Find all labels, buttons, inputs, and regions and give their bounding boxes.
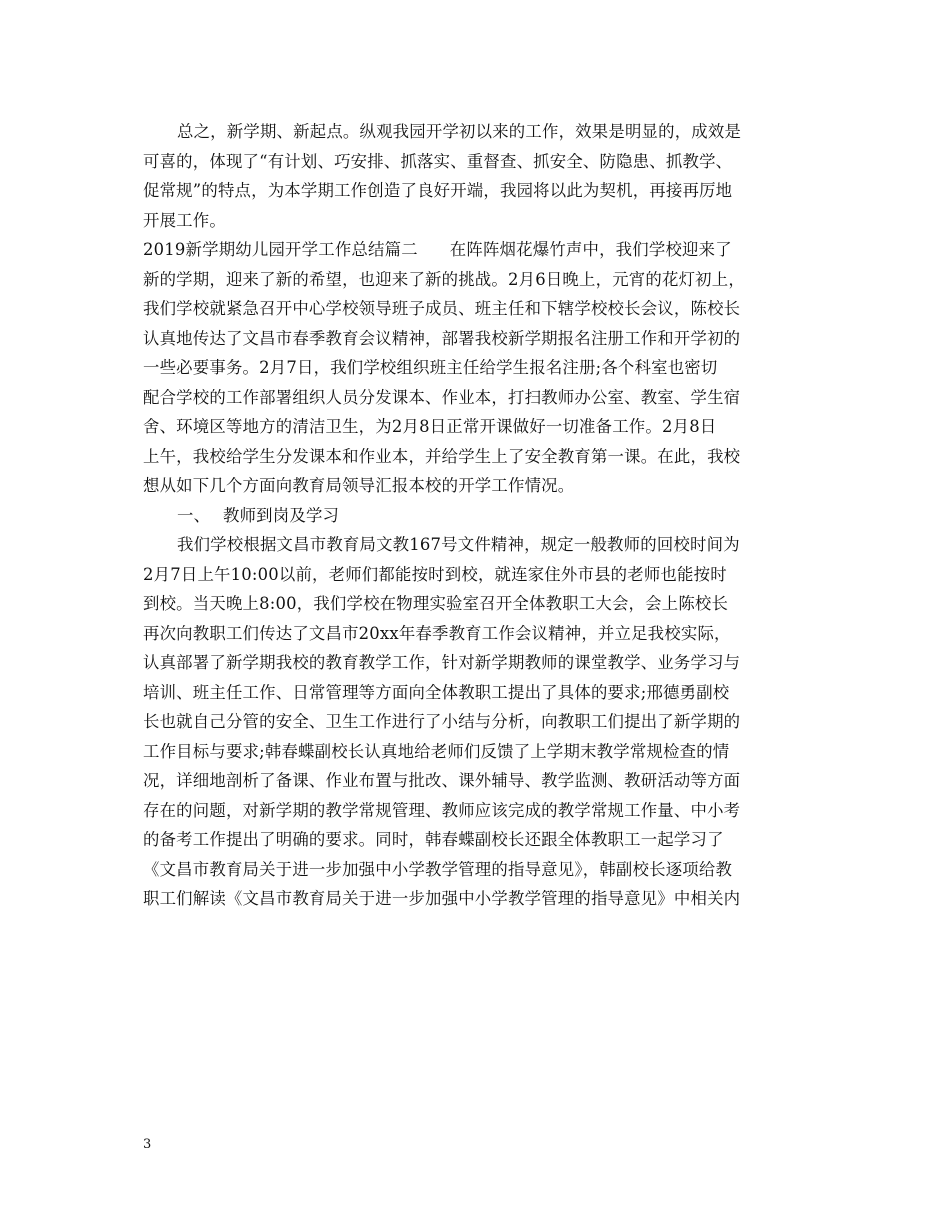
- paragraph-line: 职工们解读《文昌市教育局关于进一步加强中小学教学管理的指导意见》中相关内: [143, 889, 741, 908]
- paragraph-line: 新的学期，迎来了新的希望，也迎来了新的挑战。2月6日晚上，元宵的花灯初上，: [143, 269, 745, 289]
- paragraph-line: 2月7日上午10:00以前，老师们都能按时到校，就连家住外市县的老师也能按时: [143, 564, 727, 584]
- paragraph-line: 舍、环境区等地方的清洁卫生，为2月8日正常开课做好一切准备工作。2月8日: [143, 417, 717, 436]
- paragraph-line: 认真部署了新学期我校的教育教学工作，针对新学期教师的课堂教学、业务学习与: [143, 653, 741, 672]
- paragraph-line: 培训、班主任工作、日常管理等方面向全体教职工提出了具体的要求;邢德勇副校: [143, 682, 730, 702]
- paragraph-line: 一些必要事务。2月7日，我们学校组织班主任给学生报名注册;各个科室也密切: [143, 358, 718, 377]
- list-heading-line: [143, 501, 810, 531]
- paragraph-text: 在阵阵烟花爆竹声中，我们学校迎来了: [449, 240, 732, 259]
- list-number: 一、: [177, 505, 211, 525]
- paragraph-line: 存在的问题，对新学期的教学常规管理、教师应该完成的教学常规工作量、中小考: [143, 800, 741, 820]
- page-number: 3: [143, 1137, 152, 1152]
- paragraph-line: 《文昌市教育局关于进一步加强中小学教学管理的指导意见》，韩副校长逐项给教: [143, 859, 733, 879]
- paragraph-line: 想从如下几个方面向教育局领导汇报本校的开学工作情况。: [143, 476, 575, 495]
- paragraph-line: 可喜的，体现了“有计划、巧安排、抓落实、重督查、抓安全、防隐患、抓教学、: [143, 151, 733, 171]
- paragraph-line: 上午，我校给学生分发课本和作业本，并给学生上了安全教育第一课。在此，我校: [143, 446, 741, 466]
- paragraph-line: 长也就自己分管的安全、卫生工作进行了小结与分析，向教职工们提出了新学期的: [143, 712, 741, 731]
- paragraph-line: 开展工作。: [143, 210, 226, 230]
- paragraph-line: 我们学校就紧急召开中心学校领导班子成员、班主任和下辖学校校长会议，陈校长: [143, 299, 741, 318]
- section-title: 2019新学期幼儿园开学工作总结篇二: [143, 240, 418, 259]
- document-body: [143, 117, 810, 914]
- paragraph-line: 再次向教职工们传达了文昌市20xx年春季教育工作会议精神，并立足我校实际，: [143, 623, 731, 643]
- paragraph-line: 的备考工作提出了明确的要求。同时，韩春蝶副校长还跟全体教职工一起学习了: [143, 830, 724, 849]
- paragraph-line: 况，详细地剖析了备课、作业布置与批改、课外辅导、教学监测、教研活动等方面: [143, 771, 741, 790]
- paragraph-line: 促常规”的特点，为本学期工作创造了良好开端，我园将以此为契机，再接再厉地: [143, 181, 733, 200]
- paragraph-line: 认真地传达了文昌市春季教育会议精神，部署我校新学期报名注册工作和开学初的: [143, 328, 741, 348]
- paragraph-line: 工作目标与要求;韩春蝶副校长认真地给老师们反馈了上学期末教学常规检查的情: [143, 741, 730, 761]
- paragraph-line: 配合学校的工作部署组织人员分发课本、作业本，打扫教师办公室、教室、学生宿: [143, 387, 741, 407]
- paragraph-line: 总之，新学期、新起点。纵观我园开学初以来的工作，效果是明显的，成效是: [177, 122, 742, 141]
- paragraph-line: 到校。当天晚上8:00，我们学校在物理实验室召开全体教职工大会，会上陈校长: [143, 594, 729, 613]
- paragraph-line: 我们学校根据文昌市教育局文教167号文件精神，规定一般教师的回校时间为: [177, 535, 740, 554]
- section-title-line: [143, 235, 810, 265]
- list-heading: 教师到岗及学习: [223, 505, 340, 525]
